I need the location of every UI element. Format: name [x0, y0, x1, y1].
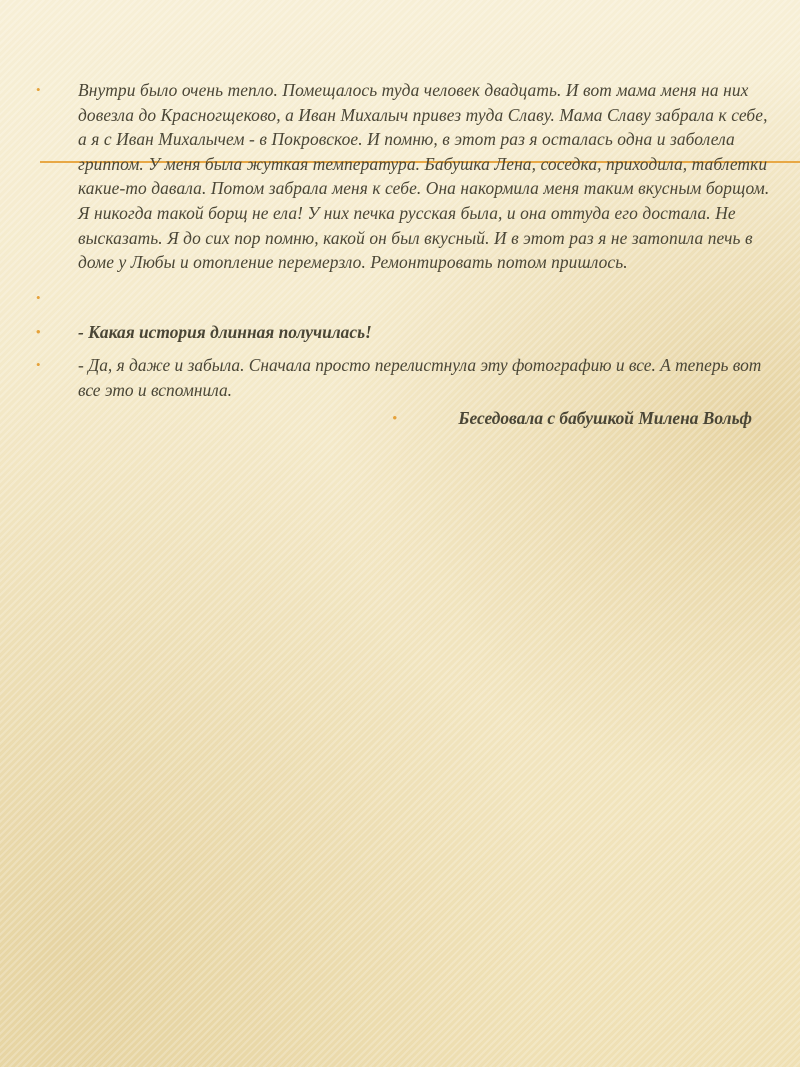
bullet-icon: • — [392, 410, 397, 426]
bullet-icon: • — [36, 324, 41, 340]
signature-text: Беседовала с бабушкой Милена Вольф — [458, 408, 752, 429]
empty-bullet-item — [36, 286, 776, 311]
question-item — [36, 320, 776, 345]
signature-item — [36, 406, 776, 431]
story-paragraph: Внутри было очень тепло. Помещалось туда человек двадцать. И вот мама меня на них довезла до Красногщеково, а Иван Михалыч привез туда Славу. Мама Славу забрала к себе, а я с Иван Михалычем - в Покровское. И помню, в этот раз я осталась одна и заболела гриппом. У меня была жуткая температура. Бабушка Лена, соседка, приходила, таблетки какие-то давала. Потом забрала меня к себе. Она накормила меня таким вкусным борщом. Я никогда такой борщ не ела! У них печка русская была, и она оттуда его достала. Не высказать. Я до сих пор помню, какой он был вкусный. И в этот раз я не затопила печь в доме у Любы и отопление перемерзло. Ремонтировать потом пришлось. — [78, 80, 770, 273]
story-paragraph-item — [36, 78, 776, 275]
slide-text-body — [36, 78, 776, 431]
answer-text: - Да, я даже и забыла. Сначала просто перелистнула эту фотографию и все. А теперь вот все это и вспомнила. — [78, 354, 762, 400]
answer-item — [36, 353, 776, 402]
question-text: - Какая история длинная получилась! — [78, 322, 372, 343]
bullet-icon: • — [36, 356, 41, 372]
bullet-icon: • — [36, 289, 41, 305]
bullet-icon: • — [36, 82, 41, 97]
